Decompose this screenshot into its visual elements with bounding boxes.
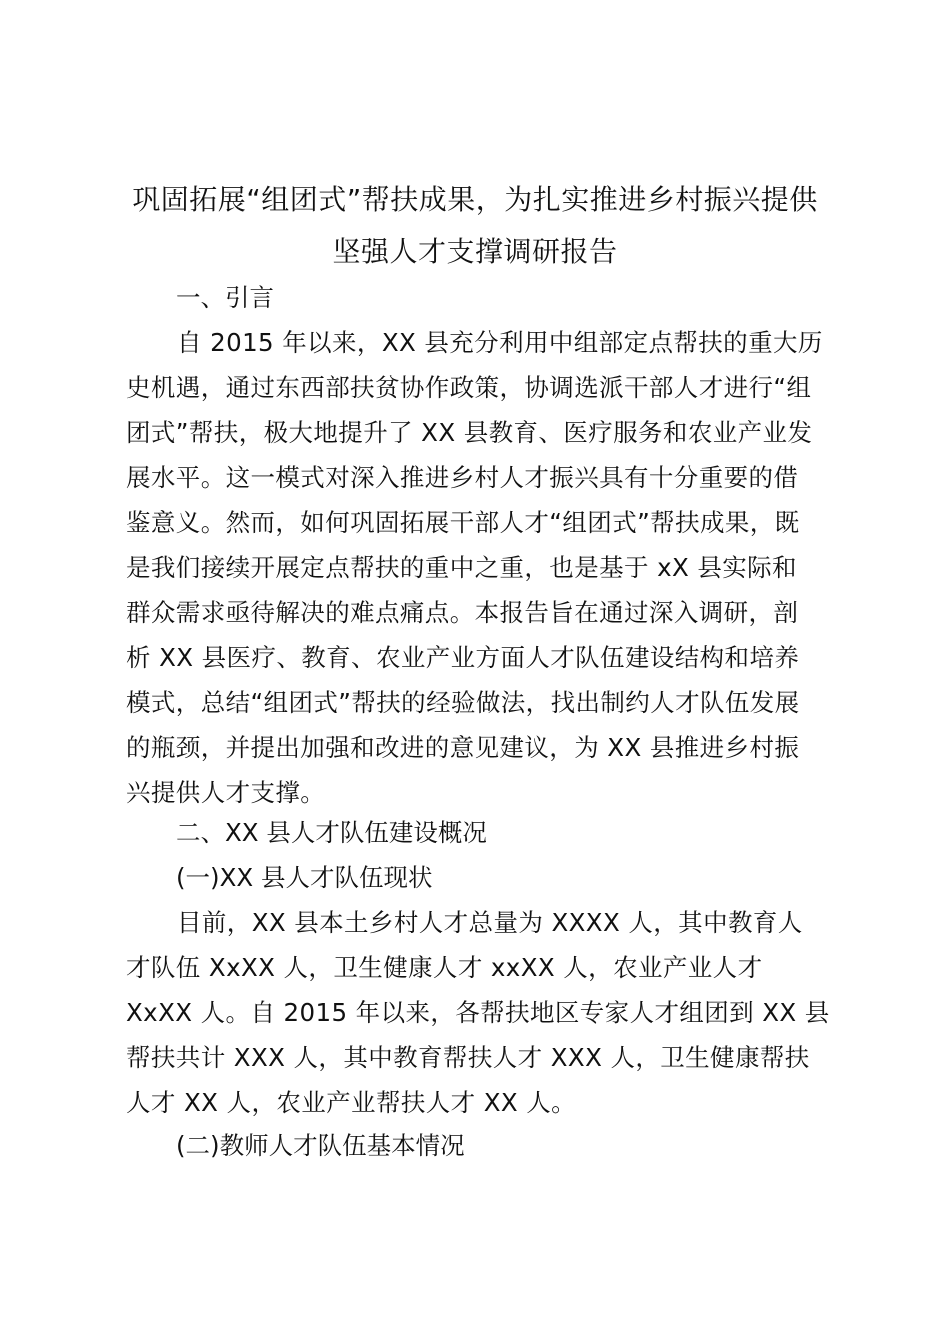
paragraph-line: 自 2015 年以来，XX 县充分利用中组部定点帮扶的重大历 <box>177 328 823 357</box>
paragraph-line: XxXX 人。自 2015 年以来，各帮扶地区专家人才组团到 XX 县 <box>126 998 830 1027</box>
title-line: 巩固拓展“组团式”帮扶成果，为扎实推进乡村振兴提供 <box>132 183 818 216</box>
paragraph-line: 是我们接续开展定点帮扶的重中之重，也是基于 xX 县实际和 <box>126 553 797 582</box>
paragraph-line: 展水平。这一模式对深入推进乡村人才振兴具有十分重要的借 <box>126 463 799 492</box>
subsection-heading-status: (一)XX 县人才队伍现状 <box>176 863 433 892</box>
paragraph-status <box>126 900 836 1125</box>
paragraph-line: 的瓶颈，并提出加强和改进的意见建议，为 XX 县推进乡村振 <box>126 733 800 762</box>
paragraph-line: 才队伍 XxXX 人，卫生健康人才 xxXX 人，农业产业人才 <box>126 953 763 982</box>
section-heading-overview: 二、XX 县人才队伍建设概况 <box>176 818 487 847</box>
paragraph-line: 群众需求亟待解决的难点痛点。本报告旨在通过深入调研，剖 <box>126 598 799 627</box>
paragraph-line: 人才 XX 人，农业产业帮扶人才 XX 人。 <box>126 1088 577 1117</box>
paragraph-line: 析 XX 县医疗、教育、农业产业方面人才队伍建设结构和培养 <box>126 643 800 672</box>
paragraph-introduction <box>126 320 836 815</box>
paragraph-line: 鉴意义。然而，如何巩固拓展干部人才“组团式”帮扶成果，既 <box>126 508 800 537</box>
paragraph-line: 帮扶共计 XXX 人，其中教育帮扶人才 XXX 人，卫生健康帮扶 <box>126 1043 810 1072</box>
paragraph-line: 目前，XX 县本土乡村人才总量为 XXXX 人，其中教育人 <box>177 908 803 937</box>
title-line: 坚强人才支撑调研报告 <box>332 235 618 268</box>
paragraph-line: 兴提供人才支撑。 <box>126 778 326 807</box>
subsection-heading-teachers: (二)教师人才队伍基本情况 <box>176 1131 465 1160</box>
paragraph-line: 团式”帮扶，极大地提升了 XX 县教育、医疗服务和农业产业发 <box>126 418 813 447</box>
document-title <box>90 174 860 278</box>
paragraph-line: 模式，总结“组团式”帮扶的经验做法，找出制约人才队伍发展 <box>126 688 800 717</box>
section-heading-introduction: 一、引言 <box>176 283 274 312</box>
paragraph-line: 史机遇，通过东西部扶贫协作政策，协调选派干部人才进行“组 <box>126 373 812 402</box>
